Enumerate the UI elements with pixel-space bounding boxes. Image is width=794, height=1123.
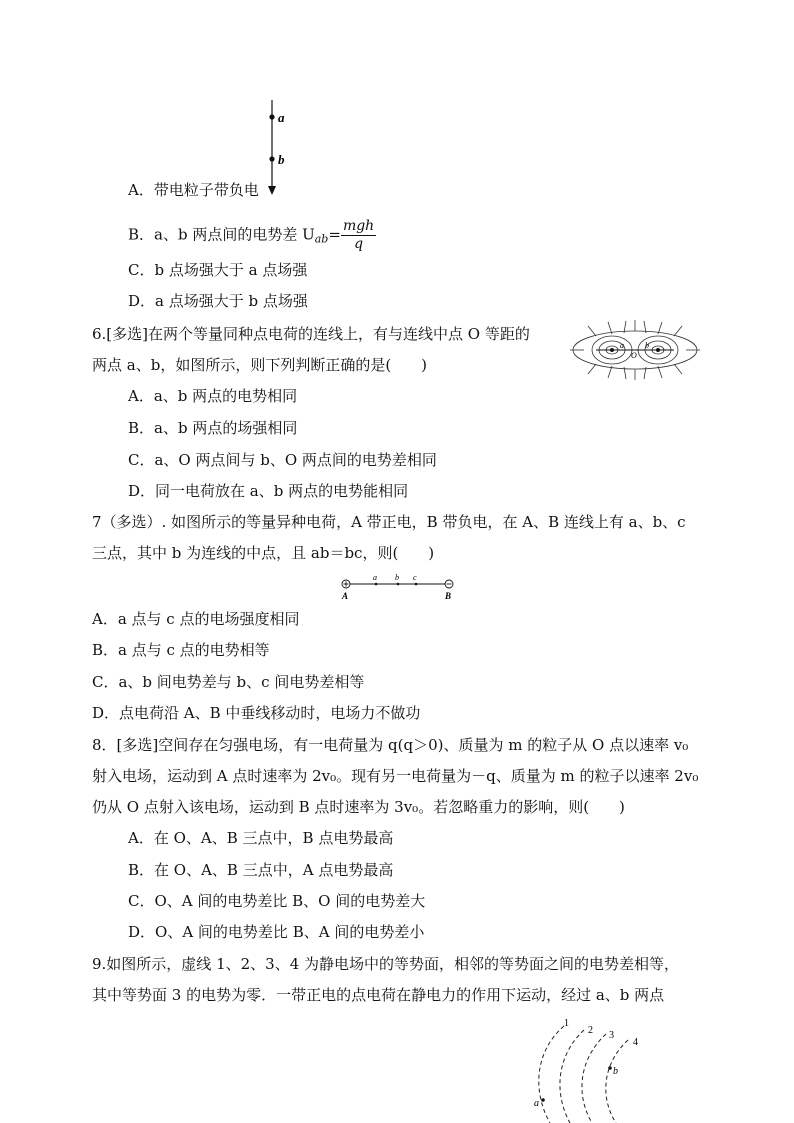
q7-option-a: A．a 点与 c 点的电场强度相同 (92, 610, 300, 628)
q8-stem-line-1: 8．[多选]空间存在匀强电场，有一电荷量为 q(q＞0)、质量为 m 的粒子从 O 点以速率 v₀ (92, 736, 689, 754)
point-b (269, 156, 274, 161)
fig-label-b: b (395, 574, 399, 582)
q8-option-a: A．在 O、A、B 三点中，B 点电势最高 (128, 829, 394, 847)
q8-stem-line-3: 仍从 O 点射入该电场，运动到 B 点时速率为 3v₀。若忽略重力的影响，则( ) (92, 798, 625, 816)
q7-stem-line-2: 三点，其中 b 为连线的中点，且 ab＝bc，则( ) (92, 544, 435, 562)
q8-option-c: C．O、A 间的电势差比 B、O 间的电势差大 (128, 892, 426, 910)
q8-option-d: D．O、A 间的电势差比 B、A 间的电势差小 (128, 923, 425, 941)
fig-label-o: O (631, 351, 637, 360)
q5-option-b (128, 218, 376, 253)
q7-option-b: B．a 点与 c 点的电势相等 (92, 641, 270, 659)
fig-label-A: A (342, 591, 349, 601)
q9-stem-line-1: 9.如图所示，虚线 1、2、3、4 为静电场中的等势面，相邻的等势面之间的电势差相等， (92, 955, 680, 973)
q6-option-d: D．同一电荷放在 a、b 两点的电势能相同 (128, 482, 409, 500)
point-b (608, 1066, 612, 1070)
label-1: 1 (564, 1018, 569, 1029)
arrow-head-icon (268, 186, 276, 195)
equal-charges-field-figure (566, 318, 704, 382)
point-a (375, 583, 378, 586)
fig-label-B: B (445, 591, 452, 601)
q9-stem-line-2: 其中等势面 3 的电势为零．一带正电的点电荷在静电力的作用下运动，经过 a、b 两点 (92, 986, 665, 1004)
q6-option-b: B．a、b 两点的场强相同 (128, 419, 298, 437)
particle-path-figure (262, 98, 302, 198)
label-4: 4 (633, 1037, 638, 1048)
q5-option-b-text: B．a、b 两点间的电势差 U (128, 225, 315, 244)
q6-option-c: C．a、O 两点间与 b、O 两点间的电势差相同 (128, 451, 437, 469)
point-charge-right (656, 348, 660, 352)
q5-option-b-eq: = (328, 225, 341, 244)
point-charge-left (610, 348, 614, 352)
q5-option-c: C．b 点场强大于 a 点场强 (128, 261, 308, 279)
q8-option-b: B．在 O、A、B 三点中，A 点电势最高 (128, 861, 394, 879)
q5-option-b-sub: ab (314, 232, 329, 246)
fig-label-a: a (373, 574, 377, 582)
label-b: b (278, 152, 285, 167)
fraction-denominator: q (354, 236, 364, 252)
q7-stem-line-1: 7（多选）. 如图所示的等量异种电荷，A 带正电，B 带负电，在 A、B 连线上有 a、b、c (92, 513, 686, 531)
equipotential-line-4 (606, 1040, 628, 1123)
q6-option-a: A．a、b 两点的电势相同 (128, 387, 298, 405)
point-b (397, 583, 400, 586)
q6-stem-line-2: 两点 a、b，如图所示，则下列判断正确的是( ) (92, 356, 428, 374)
opposite-charges-figure (336, 574, 462, 602)
q5-option-d: D．a 点场强大于 b 点场强 (128, 292, 308, 310)
fig-label-b: b (645, 341, 649, 350)
fig-label-c: c (413, 574, 417, 582)
q5-option-b-fraction (341, 218, 376, 253)
equipotential-line-3 (582, 1034, 606, 1123)
label-2: 2 (588, 1025, 593, 1036)
label-a: a (278, 110, 285, 125)
fig-label-b: b (613, 1066, 618, 1077)
q7-option-c: C．a、b 间电势差与 b、c 间电势差相等 (92, 673, 365, 691)
fig-label-a: a (534, 1098, 539, 1109)
q8-stem-line-2: 射入电场，运动到 A 点时速率为 2v₀。现有另一电荷量为－q、质量为 m 的粒子以速率 2v₀ (92, 767, 699, 785)
label-3: 3 (609, 1030, 614, 1041)
q7-option-d: D．点电荷沿 A、B 中垂线移动时，电场力不做功 (92, 704, 421, 722)
q5-option-a: A．带电粒子带负电 (128, 181, 259, 199)
point-a (541, 1098, 545, 1102)
q6-stem-line-1: 6.[多选]在两个等量同种点电荷的连线上，有与连线中点 O 等距的 (92, 325, 530, 343)
point-c (415, 583, 418, 586)
equipotential-line-2 (560, 1030, 584, 1123)
point-a (269, 114, 274, 119)
fig-label-a: a (620, 341, 624, 350)
fraction-numerator: mgh (342, 218, 375, 234)
equipotential-surfaces-figure (520, 1016, 670, 1123)
